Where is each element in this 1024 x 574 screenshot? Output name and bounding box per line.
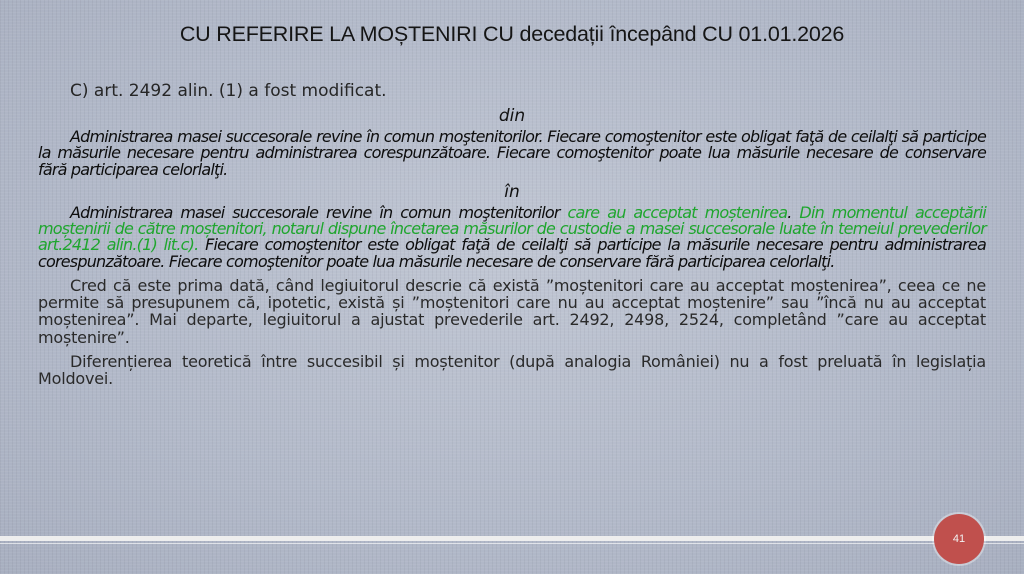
- footer-divider-thin: [0, 543, 1024, 544]
- commentary-paragraph-1: Cred că este prima dată, când legiuitorul descrie că există ”moștenitori care au acceptat moștenirea”, ceea ce ne permite să presupunem că, ipotetic, există și ”moștenitori care nu au acceptat moștenire” sau ”încă nu au acceptat moștenirea”. Mai departe, legiuitorul a ajustat prevederile art. 2492, 2498, 2524, completând ”care au acceptat moștenire”.: [38, 276, 986, 347]
- new-text-part-1: Administrarea masei succesorale revine în comun moştenitorilor: [70, 202, 568, 222]
- marker-to: în: [504, 181, 520, 202]
- new-text-part-2: .: [787, 202, 800, 222]
- marker-from: din: [498, 106, 526, 126]
- new-text-quote: [38, 202, 986, 271]
- new-text-part-3: Fiecare comoştenitor este obligat faţă de ceilalţi să participe la măsurile necesare pentru administrarea corespunzătoare. Fiecare comoştenitor poate lua măsurile necesare de conservare fără participarea celorlalţi.: [38, 235, 986, 271]
- commentary-paragraph-2: Diferențierea teoretică între succesibil și moștenitor (după analogia României) nu a fost preluată în legislația Moldovei.: [38, 351, 986, 389]
- intro-line: C) art. 2492 alin. (1) a fost modificat.: [70, 81, 387, 101]
- old-text-quote: Administrarea masei succesorale revine în comun moştenitorilor. Fiecare comoştenitor este obligat faţă de ceilalţi să participe la măsurile necesare pentru administrarea corespunzătoare. Fiecare comoştenitor poate lua măsurile necesare de conservare fără participarea celorlalţi.: [38, 127, 986, 179]
- slide-content: [38, 80, 986, 387]
- new-text-green-1: care au acceptat moștenirea: [567, 202, 788, 222]
- footer-divider: [0, 536, 1024, 541]
- slide-title: CU REFERIRE LA MOȘTENIRI CU decedații începând CU 01.01.2026: [179, 22, 845, 46]
- page-number-badge: [934, 514, 984, 564]
- new-text-green-2: Din momentul acceptării moștenirii de către moștenitori, notarul dispune încetarea măsurilor de custodie a masei succesorale luate în temeiul prevederilor art.2412 alin.(1) lit.c).: [38, 202, 986, 255]
- page-number: 41: [952, 533, 966, 545]
